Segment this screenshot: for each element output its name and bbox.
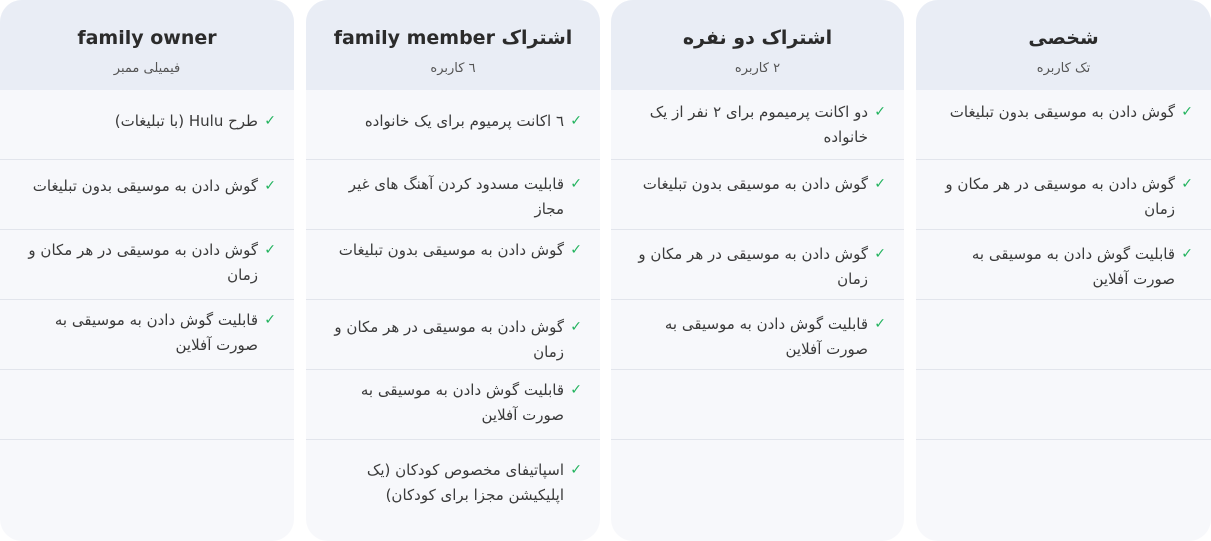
- feature-row: [611, 160, 904, 230]
- feature-row: [0, 90, 294, 160]
- plan-header: [0, 0, 294, 90]
- check-icon: ✓: [570, 242, 582, 258]
- plan-subtitle: فیمیلی ممبر: [113, 61, 181, 76]
- feature-row-empty: [916, 370, 1211, 440]
- feature-row: [916, 160, 1211, 230]
- feature-row: [0, 230, 294, 300]
- feature-row: [0, 300, 294, 370]
- check-icon: ✓: [874, 176, 886, 192]
- plan-header: [916, 0, 1211, 90]
- plan-title: family owner: [77, 27, 217, 49]
- feature-text: قابلیت مسدود کردن آهنگ های غیر مجاز: [348, 175, 564, 218]
- feature-row: [306, 90, 600, 160]
- feature-row-empty: [0, 440, 294, 510]
- feature-row: [306, 230, 600, 300]
- check-icon: ✓: [874, 104, 886, 120]
- plan-subtitle: تک کاربره: [1036, 61, 1091, 76]
- check-icon: ✓: [570, 176, 582, 192]
- feature-text: گوش دادن به موسیقی بدون تبلیغات: [338, 241, 564, 259]
- feature-row-empty: [0, 370, 294, 440]
- feature-row: [0, 160, 294, 230]
- feature-text: گوش دادن به موسیقی بدون تبلیغات: [949, 103, 1175, 121]
- feature-text: گوش دادن به موسیقی در هر مکان و زمان: [334, 318, 564, 361]
- plan-header: [306, 0, 600, 90]
- check-icon: ✓: [570, 319, 582, 335]
- plan-header: [611, 0, 904, 90]
- feature-text: گوش دادن به موسیقی در هر مکان و زمان: [638, 245, 868, 288]
- feature-text: طرح Hulu (با تبلیغات): [114, 112, 258, 130]
- plan-title: اشتراک دو نفره: [682, 27, 833, 49]
- feature-row: [306, 370, 600, 440]
- feature-text: گوش دادن به موسیقی بدون تبلیغات: [642, 175, 868, 193]
- feature-text: قابلیت گوش دادن به موسیقی به صورت آفلاین: [360, 381, 564, 424]
- feature-row: [611, 90, 904, 160]
- feature-row: [916, 90, 1211, 160]
- plan-title: شخصی: [1028, 27, 1099, 49]
- plan-card-personal: [916, 0, 1211, 541]
- feature-row: [306, 160, 600, 230]
- feature-row: [916, 230, 1211, 300]
- plan-subtitle: ۲ کاربره: [734, 61, 781, 76]
- feature-text: ٦ اکانت پرمیوم برای یک خانواده: [364, 112, 564, 130]
- check-icon: ✓: [1181, 104, 1193, 120]
- check-icon: ✓: [874, 316, 886, 332]
- check-icon: ✓: [570, 462, 582, 478]
- feature-text: گوش دادن به موسیقی در هر مکان و زمان: [945, 175, 1175, 218]
- feature-row-empty: [916, 300, 1211, 370]
- feature-row-empty: [611, 370, 904, 440]
- plan-subtitle: ٦ کاربره: [430, 61, 476, 76]
- check-icon: ✓: [874, 246, 886, 262]
- feature-row: [306, 300, 600, 370]
- check-icon: ✓: [264, 312, 276, 328]
- feature-row: [306, 440, 600, 510]
- plan-card-family-member: [306, 0, 600, 541]
- check-icon: ✓: [570, 382, 582, 398]
- plan-card-duo: [611, 0, 904, 541]
- feature-row: [611, 300, 904, 370]
- feature-text: قابلیت گوش دادن به موسیقی به صورت آفلاین: [971, 245, 1175, 288]
- feature-text: قابلیت گوش دادن به موسیقی به صورت آفلاین: [664, 315, 868, 358]
- feature-text: گوش دادن به موسیقی در هر مکان و زمان: [28, 241, 258, 284]
- feature-text: دو اکانت پرمیموم برای ۲ نفر از یک خانواده: [649, 103, 868, 146]
- check-icon: ✓: [570, 113, 582, 129]
- plan-title: اشتراک family member: [333, 27, 573, 49]
- check-icon: ✓: [1181, 246, 1193, 262]
- plan-card-family-owner: [0, 0, 294, 541]
- feature-row: [611, 230, 904, 300]
- feature-text: اسپاتیفای مخصوص کودکان (یک اپلیکیشن مجزا برای کودکان): [366, 461, 564, 504]
- feature-text: قابلیت گوش دادن به موسیقی به صورت آفلاین: [54, 311, 258, 354]
- feature-text: گوش دادن به موسیقی بدون تبلیغات: [32, 177, 258, 195]
- check-icon: ✓: [1181, 176, 1193, 192]
- check-icon: ✓: [264, 113, 276, 129]
- check-icon: ✓: [264, 242, 276, 258]
- check-icon: ✓: [264, 178, 276, 194]
